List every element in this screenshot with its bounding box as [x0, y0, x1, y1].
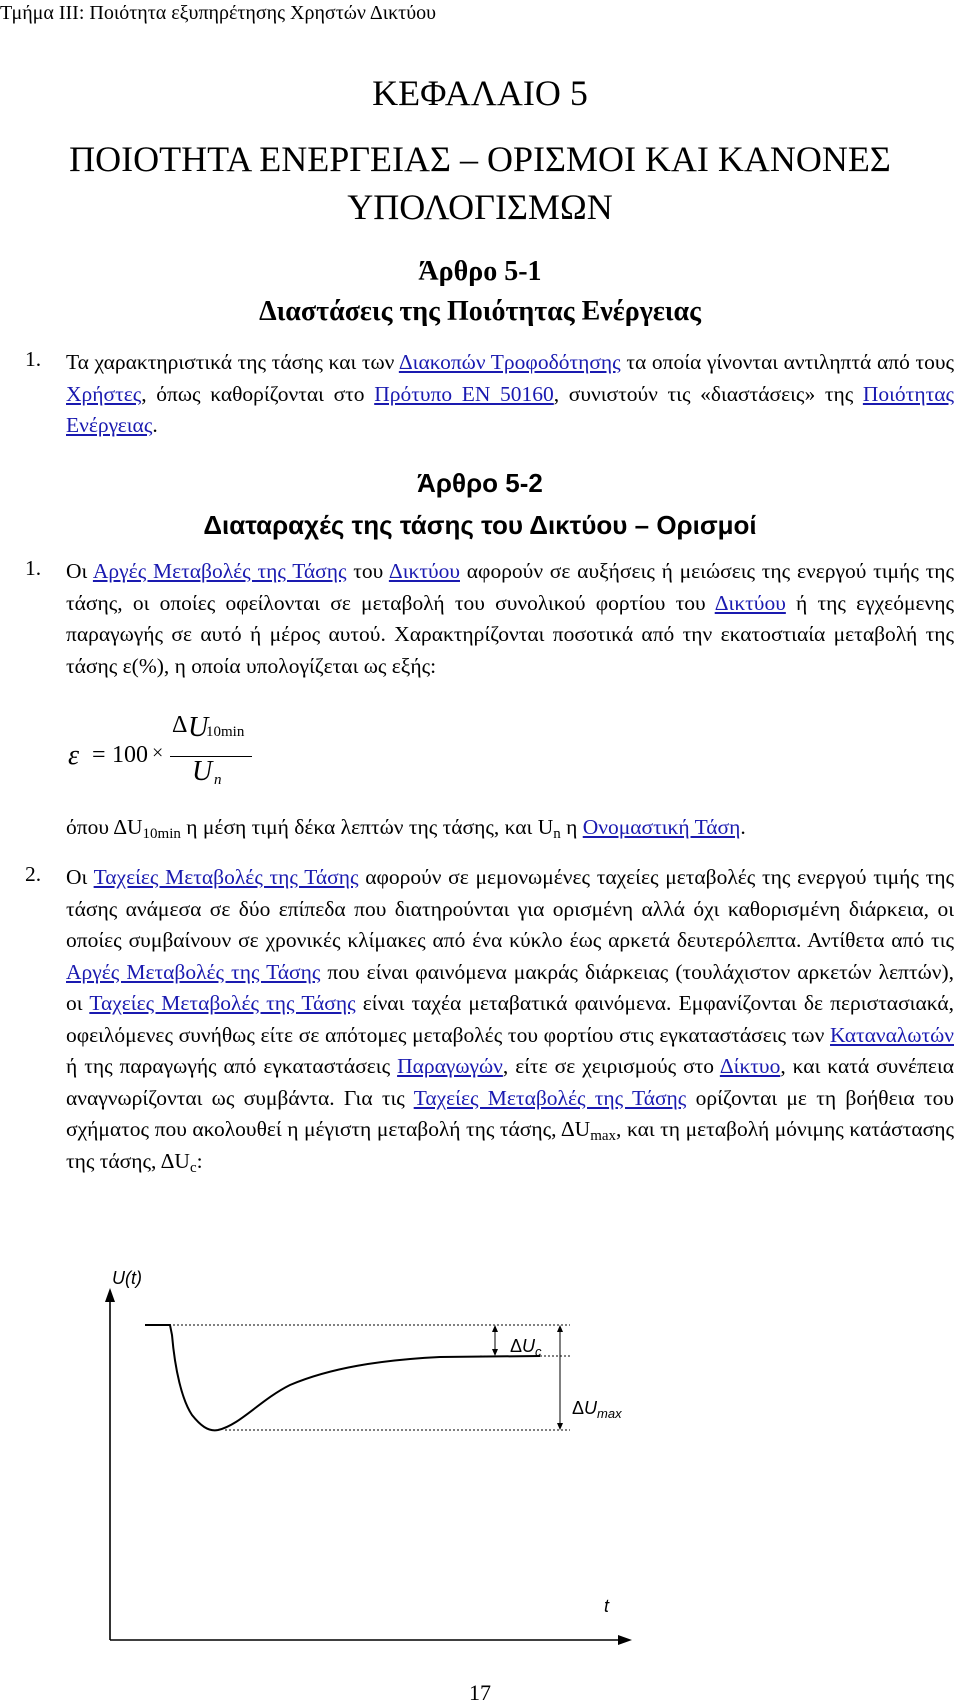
article-1-title: Διαστάσεις της Ποιότητας Ενέργειας [259, 296, 701, 327]
delta-uc-arrowhead-top [492, 1325, 498, 1332]
article-2-paragraph-2: Οι Ταχείες Μεταβολές της Τάσης αφορούν σε μεμονωμένες ταχείες μεταβολές της ενεργού τιμής της τάσης ανάμεσα σε δύο επίπεδα που διατηρούνται για ορισμένη αλλά όχι καθορισμένη διάρκεια, οι οποίες συμβαίνουν σε χρονικές κλίμακες από ένα κύκλο έως αρκετά δευτερόλεπτα. Αντίθετα από τις Αργές Μεταβολές της Τάσης που είναι φαινόμενα μακράς διάρκειας (τουλάχιστον αρκετών λεπτών), οι Ταχείες Μεταβολές της Τάσης είναι ταχέα μεταβατικά φαινόμενα. Εμφανίζονται δε περιστασιακά, οφειλόμενες συνήθως είτε σε απότομες μεταβολές του φορτίου στις εγκαταστάσεις των Καταναλωτών ή της παραγωγής από εγκαταστάσεις Παραγωγών, είτε σε χειρισμούς στο Δίκτυο, και κατά συνέπεια αναγνωρίζονται ως συμβάντα. Για τις Ταχείες Μεταβολές της Τάσης ορίζονται με τη βοήθεια του σχήματος που ακολουθεί η μέγιστη μεταβολή της τάσης, $\Delta U_{max}$, και τη μεταβολή μόνιμης κατάστασης της τάσης, $\Delta U_c$: [66, 865, 955, 1176]
delta-uc-label: $\Delta U_c$ [510, 1336, 542, 1359]
delta-uc-arrowhead-bottom [492, 1349, 498, 1356]
article-2-label: Άρθρο 5-2 [417, 468, 543, 498]
link-rapid-voltage-changes[interactable]: Ταχείες Μεταβολές της Τάσης [93, 865, 359, 889]
chapter-title-line2: ΥΠΟΛΟΓΙΣΜΩΝ [347, 187, 613, 227]
x-axis-arrowhead [618, 1635, 632, 1645]
formula [68, 712, 328, 808]
formula-delta: Δ [172, 712, 188, 738]
link-consumers[interactable]: Καταναλωτών [830, 1022, 954, 1047]
formula-denominator-var: U [192, 756, 213, 787]
link-nominal-voltage[interactable]: Ονομαστική Τάση [582, 815, 741, 839]
link-users[interactable]: Χρήστες [66, 381, 142, 406]
chapter-title-line1: ΠΟΙΟΤΗΤΑ ΕΝΕΡΓΕΙΑΣ – ΟΡΙΣΜΟΙ ΚΑΙ ΚΑΝΟΝΕΣ [69, 139, 891, 179]
y-axis-label: U(t) [112, 1268, 142, 1288]
article-2-title: Διαταραχές της τάσης του Δικτύου – Ορισμοί [203, 510, 757, 540]
link-producers[interactable]: Παραγωγών [397, 1054, 503, 1078]
article-2-item-1-number: 1. [25, 556, 42, 580]
article-1-paragraph-1: Τα χαρακτηριστικά της τάσης και των Διακοπών Τροφοδότησης τα οποία γίνονται αντιληπτά από τους Χρήστες, όπως καθορίζονται στο Πρότυπο EN 50160, συνιστούν τις «διαστάσεις» της Ποιότητας Ενέργειας. [66, 350, 954, 437]
delta-umax-arrowhead-bottom [557, 1423, 563, 1430]
formula-numerator-sub: 10min [206, 724, 245, 740]
formula-coefficient: 100 [112, 742, 148, 768]
link-power-quality[interactable]: Ποιότητας Ενέργειας [66, 381, 954, 437]
article-2-paragraph-1: Οι Αργές Μεταβολές της Τάσης του Δικτύου αφορούν σε αυξήσεις ή μειώσεις της ενεργού τιμής της τάσης, οι οποίες οφείλονται σε μεταβολή του συνολικού φορτίου του Δικτύου ή της εγχεόμενης παραγωγής σε αυτό ή μέρος αυτού. Χαρακτηρίζονται ποσοτικά από την εκατοστιαία μεταβολή της τάσης ε(%), η οποία υπολογίζεται ως εξής: [66, 559, 954, 678]
article-1-label: Άρθρο 5-1 [418, 256, 542, 287]
voltage-curve [145, 1325, 540, 1430]
formula-where-line: όπου $\Delta U_{10min}$ η μέση τιμή δέκα λεπτών της τάσης, και $U_n$ η Ονομαστική Τάση. [66, 815, 746, 842]
y-axis-arrowhead [105, 1288, 115, 1302]
link-network[interactable]: Δικτύου [714, 590, 786, 615]
link-rapid-voltage-changes[interactable]: Ταχείες Μεταβολές της Τάσης [413, 1085, 687, 1110]
running-header: Τμήμα ΙΙΙ: Ποιότητα εξυπηρέτησης Χρηστών Δικτύου [0, 2, 437, 24]
chapter-number: ΚΕΦΑΛΑΙΟ 5 [372, 73, 588, 113]
link-slow-voltage-variations[interactable]: Αργές Μεταβολές της Τάσης [92, 559, 347, 583]
link-standard-en50160[interactable]: Πρότυπο EN 50160 [374, 381, 554, 406]
article-2-item-2-number: 2. [25, 862, 42, 886]
link-network[interactable]: Δίκτυο [719, 1054, 781, 1078]
link-rapid-voltage-changes[interactable]: Ταχείες Μεταβολές της Τάσης [89, 991, 356, 1015]
delta-umax-label: $\Delta U_{max}$ [572, 1398, 622, 1421]
page-number: 17 [469, 1680, 491, 1705]
formula-times: × [152, 742, 164, 764]
formula-denominator-sub: n [214, 772, 222, 788]
article-1-item-1-number: 1. [25, 347, 42, 371]
link-network[interactable]: Δικτύου [388, 559, 460, 583]
delta-umax-arrowhead-top [557, 1325, 563, 1332]
voltage-change-figure [0, 1260, 960, 1660]
formula-numerator-var: U [188, 712, 209, 743]
x-axis-label: t [604, 1596, 610, 1616]
formula-equals: = [92, 742, 106, 768]
link-slow-voltage-variations[interactable]: Αργές Μεταβολές της Τάσης [66, 959, 321, 984]
formula-epsilon: ε [68, 740, 80, 771]
link-interruptions[interactable]: Διακοπών Τροφοδότησης [398, 350, 621, 374]
